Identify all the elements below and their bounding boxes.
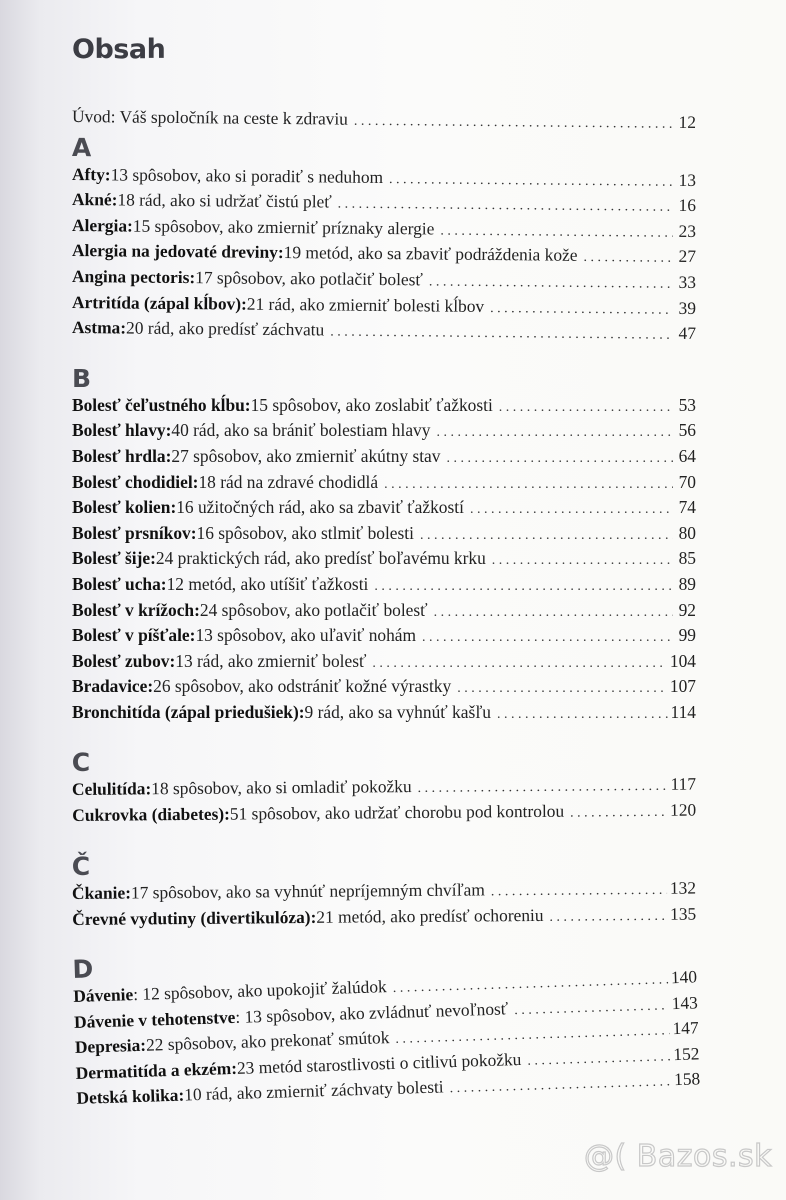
toc-entry — [72, 599, 696, 625]
entry-description: : 12 spôsobov, ako upokojiť žalúdok — [132, 975, 387, 1004]
entry-description: 19 metód, ako sa zbaviť podráždenia kože — [283, 242, 578, 266]
section-d — [72, 935, 701, 1112]
page-number: 53 — [678, 394, 696, 415]
entry-term: Bolesť ucha: — [72, 573, 167, 594]
toc-entry — [72, 624, 696, 650]
page-number: 16 — [678, 195, 697, 216]
entry-term: Alergia: — [71, 214, 133, 236]
page-number: 147 — [672, 1017, 699, 1039]
entry-description: 21 metód, ako predísť ochoreniu — [316, 904, 544, 927]
entry-description: 18 spôsobov, ako si omladiť pokožku — [151, 776, 412, 799]
page-number: 39 — [678, 297, 697, 318]
leader-dots — [420, 524, 673, 548]
entry-term: Dermatitída a ekzém: — [75, 1057, 238, 1083]
entry-term: Bolesť prsníkov: — [72, 522, 197, 543]
toc-entry — [72, 701, 696, 727]
entry-term: Detská kolika: — [76, 1084, 185, 1109]
entry-description: 18 rád na zdravé chodidlá — [198, 471, 379, 492]
entry-description: 51 spôsobov, ako udržať chorobu pod kontrolou — [229, 800, 565, 824]
entry-term: Bradavice: — [72, 676, 154, 697]
page-number: 89 — [678, 573, 696, 594]
entry-description: 13 spôsobov, ako si poradiť s neduhom — [110, 163, 384, 187]
page-number: 23 — [678, 220, 697, 241]
page-number: 99 — [678, 625, 696, 646]
leader-dots — [434, 601, 673, 625]
toc-entry — [72, 522, 696, 548]
toc-entry — [72, 496, 696, 522]
entry-description: 27 spôsobov, ako zmierniť akútny stav — [171, 445, 441, 466]
entry-term: Depresia: — [74, 1034, 147, 1057]
entry-term: Bronchitída (zápal priedušiek): — [72, 701, 305, 722]
toc-entry — [72, 471, 696, 497]
page-number: 13 — [678, 169, 697, 190]
leader-dots — [527, 1045, 671, 1073]
page-number: 152 — [672, 1042, 700, 1064]
leader-dots — [492, 549, 673, 573]
page-number: 64 — [678, 445, 696, 466]
entry-term: Celulitída: — [71, 778, 152, 800]
page-number: 33 — [678, 271, 697, 292]
toc-entry — [72, 902, 696, 933]
entry-description: 13 rád, ako zmierniť bolesť — [175, 650, 367, 671]
section-letter: B — [72, 363, 92, 393]
entry-description: Úvod: Váš spoločník na ceste k zdraviu — [71, 106, 349, 129]
page-number: 143 — [671, 991, 699, 1013]
leader-dots — [418, 775, 668, 801]
leader-dots — [374, 575, 673, 599]
page-number: 107 — [669, 676, 696, 697]
entry-description: 40 rád, ako sa brániť bolestiam hlavy — [171, 420, 431, 441]
entry-term: Čkanie: — [71, 882, 132, 903]
entry-description: 9 rád, ako sa vyhnúť kašľu — [304, 701, 491, 722]
entry-description: 24 spôsobov, ako potlačiť bolesť — [199, 599, 428, 620]
entry-term: Črevné vydutiny (divertikulóza): — [72, 906, 317, 929]
entry-term: Cukrovka (diabetes): — [72, 803, 230, 826]
page-number: 132 — [669, 877, 697, 898]
toc-entry — [72, 573, 696, 599]
entry-term: Bolesť hrdla: — [72, 445, 172, 466]
page-title: Obsah — [72, 34, 166, 65]
entry-description: 16 užitočných rád, ako sa zbaviť ťažkostí — [176, 497, 464, 518]
leader-dots — [422, 626, 673, 650]
leader-dots — [338, 193, 673, 220]
entry-description: 10 rád, ako zmierniť záchvaty bolesti — [183, 1076, 444, 1105]
section-c — [72, 743, 697, 830]
entry-description: 15 spôsobov, ako zmierniť príznaky alergie — [132, 215, 435, 239]
leader-dots — [440, 219, 673, 245]
toc-entry — [72, 445, 696, 471]
entry-term: Bolesť čeľustného kĺbu: — [72, 394, 251, 415]
entry-term: Alergia na jedovaté dreviny: — [71, 240, 284, 263]
toc-entry — [72, 419, 696, 445]
section-letter: Č — [71, 851, 91, 881]
entry-term: Angina pectoris: — [71, 265, 196, 288]
entry-term: Bolesť chodidiel: — [72, 471, 199, 492]
entry-description: 18 rád, ako si udržať čistú pleť — [117, 189, 332, 212]
section-b — [72, 364, 696, 727]
page-number: 74 — [678, 497, 696, 518]
toc-page — [71, 26, 701, 1135]
entry-description: 20 rád, ako predísť záchvatu — [126, 317, 325, 340]
toc-entry — [72, 675, 696, 701]
page-number: 114 — [670, 701, 696, 722]
page-number: 27 — [678, 246, 697, 267]
page-number: 135 — [670, 902, 697, 924]
entry-description: 17 spôsobov, ako potlačiť bolesť — [195, 267, 424, 290]
entry-term: Bolesť šije: — [72, 548, 156, 569]
leader-dots — [446, 447, 673, 471]
toc-entry — [72, 799, 696, 830]
leader-dots — [583, 246, 673, 270]
entry-term: Artritída (zápal kĺbov): — [71, 291, 247, 314]
leader-dots — [499, 396, 673, 420]
leader-dots — [354, 110, 673, 137]
page-number: 92 — [678, 599, 696, 620]
watermark-logo: @( Bazos.sk — [584, 1139, 772, 1174]
page-number: 120 — [670, 799, 697, 820]
leader-dots — [491, 878, 667, 903]
entry-term: Dávenie v tehotenstve — [73, 1006, 236, 1032]
entry-description: 23 metód starostlivosti o citlivú pokožku — [236, 1048, 522, 1078]
page-number: 104 — [669, 650, 696, 671]
toc-entry — [72, 876, 696, 907]
leader-dots — [497, 703, 668, 727]
entry-term: Akné: — [71, 189, 118, 210]
leader-dots — [330, 321, 673, 348]
leader-dots — [429, 270, 673, 296]
leader-dots — [470, 498, 673, 522]
entry-term: Bolesť v krížoch: — [72, 599, 200, 620]
entry-term: Dávenie — [72, 983, 134, 1006]
leader-dots — [570, 801, 667, 825]
leader-dots — [514, 994, 669, 1022]
entry-term: Afty: — [71, 163, 111, 184]
leader-dots — [436, 421, 673, 445]
entry-term: Bolesť zubov: — [72, 650, 176, 671]
leader-dots — [449, 1070, 671, 1101]
leader-dots — [372, 652, 667, 676]
entry-term: Bolesť hlavy: — [72, 420, 172, 441]
toc-entry — [72, 316, 696, 348]
section-letter: D — [72, 954, 94, 984]
section-c-caron — [72, 846, 697, 933]
page-number: 140 — [670, 966, 698, 988]
page-number: 56 — [678, 420, 696, 441]
toc-entry — [72, 650, 696, 676]
leader-dots — [490, 297, 673, 322]
leader-dots — [457, 677, 667, 701]
section-a — [72, 133, 696, 342]
leader-dots — [389, 168, 673, 194]
page-number: 47 — [678, 322, 697, 344]
section-letter: A — [71, 132, 92, 162]
entry-description: 16 spôsobov, ako stlmiť bolesti — [196, 522, 414, 543]
entry-term: Bolesť v píšťale: — [72, 625, 196, 646]
entry-description: 12 metód, ako utíšiť ťažkosti — [166, 573, 369, 594]
entry-description: 15 spôsobov, ako zoslabiť ťažkosti — [250, 394, 493, 415]
entry-term: Bolesť kolien: — [72, 497, 177, 518]
entry-description: 22 spôsobov, ako prekonať smútok — [145, 1027, 390, 1055]
section-letter: C — [71, 748, 91, 778]
entry-description: 24 praktických rád, ako predísť boľavému krku — [155, 548, 486, 569]
leader-dots — [549, 904, 667, 929]
page-number: 70 — [678, 471, 696, 492]
leader-dots — [384, 473, 673, 497]
entry-description: 21 rád, ako zmierniť bolesti kĺbov — [246, 293, 485, 316]
page-number: 117 — [670, 774, 697, 795]
entry-term: Astma: — [71, 317, 127, 338]
entry-description: 26 spôsobov, ako odstrániť kožné výrastky — [153, 676, 452, 697]
entry-description: 13 spôsobov, ako uľaviť nohám — [195, 625, 417, 646]
entry-description: 17 spôsobov, ako sa vyhnúť nepríjemným chvíľam — [130, 879, 485, 903]
page-number: 80 — [678, 522, 696, 543]
page-number: 12 — [678, 111, 697, 132]
toc-entry — [72, 547, 696, 573]
toc-entry — [72, 394, 696, 420]
page-number: 85 — [678, 548, 696, 569]
page-number: 158 — [673, 1068, 701, 1090]
entry-description: : 13 spôsobov, ako zvládnuť nevoľnosť — [235, 997, 509, 1027]
